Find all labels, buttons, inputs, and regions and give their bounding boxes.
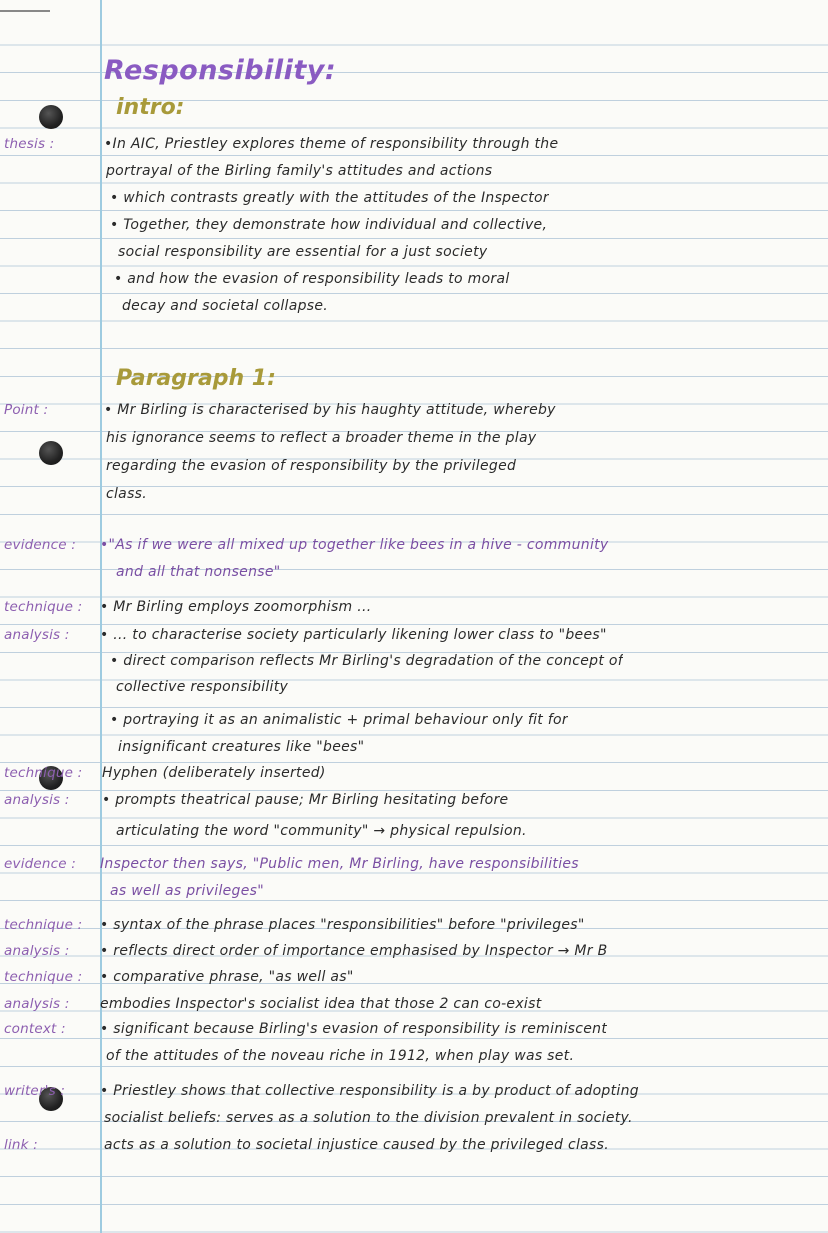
note-line [0,483,828,510]
line-label: analysis : [4,627,70,643]
note-line [0,1045,828,1072]
note-line [0,709,828,736]
line-text: • Priestley shows that collective responsibility is a by product of adopting [100,1083,639,1099]
punch-hole-icon [39,105,63,129]
note-line [0,1134,828,1161]
line-label: analysis : [4,943,70,959]
note-line [0,650,828,677]
note-line [0,455,828,482]
line-text: • Mr Birling employs zoomorphism ... [100,599,372,615]
note-line [0,966,828,993]
note-line [0,214,828,241]
line-text: • and how the evasion of responsibility leads to moral [114,271,510,287]
note-line [0,940,828,967]
line-label: thesis : [4,136,55,152]
line-label: technique : [4,969,83,985]
note-line [0,914,828,941]
note-line [0,880,828,907]
line-text: • portraying it as an animalistic + primal behaviour only fit for [110,712,568,728]
line-text: insignificant creatures like "bees" [118,739,365,755]
line-text: Inspector then says, "Public men, Mr Birling, have responsibilities [100,856,579,872]
note-line [0,853,828,880]
line-text: •"As if we were all mixed up together like bees in a hive - community [100,537,609,553]
note-line [0,676,828,703]
intro-heading: intro: [116,95,185,120]
note-line [0,820,828,847]
line-text: regarding the evasion of responsibility by the privileged [106,458,517,474]
line-label: technique : [4,599,83,615]
line-text: • prompts theatrical pause; Mr Birling hesitating before [102,792,509,808]
line-label: technique : [4,765,83,781]
line-text: decay and societal collapse. [122,298,329,314]
note-line [0,160,828,187]
line-label: analysis : [4,792,70,808]
top-mark [0,10,50,12]
line-label: evidence : [4,856,77,872]
line-label: link : [4,1137,38,1153]
line-text: socialist beliefs: serves as a solution to the division prevalent in society. [104,1110,633,1126]
line-text: •In AIC, Priestley explores theme of responsibility through the [104,136,559,152]
line-text: social responsibility are essential for a just society [118,244,488,260]
note-line [0,561,828,588]
page-title: Responsibility: [104,55,337,86]
line-text: articulating the word "community" → physical repulsion. [116,823,527,839]
note-line [0,399,828,426]
line-text: and all that nonsense" [116,564,281,580]
line-text: • direct comparison reflects Mr Birling's degradation of the concept of [110,653,623,669]
line-label: context : [4,1021,66,1037]
line-label: writer's : [4,1083,66,1099]
note-line [0,596,828,623]
line-text: • syntax of the phrase places "responsibilities" before "privileges" [100,917,585,933]
note-line [0,736,828,763]
line-label: evidence : [4,537,77,553]
note-line [0,187,828,214]
line-text: his ignorance seems to reflect a broader theme in the play [106,430,537,446]
line-label: analysis : [4,996,70,1012]
note-line [0,1018,828,1045]
note-line [0,789,828,816]
line-text: portrayal of the Birling family's attitudes and actions [106,163,493,179]
line-text: • which contrasts greatly with the attitudes of the Inspector [110,190,549,206]
line-text: collective responsibility [116,679,289,695]
line-text: • comparative phrase, "as well as" [100,969,354,985]
note-line [0,624,828,651]
note-line [0,268,828,295]
line-text: of the attitudes of the noveau riche in 1912, when play was set. [106,1048,575,1064]
note-line [0,133,828,160]
line-text: • ... to characterise society particularly likening lower class to "bees" [100,627,607,643]
note-line [0,427,828,454]
line-label: technique : [4,917,83,933]
note-line [0,534,828,561]
line-text: embodies Inspector's socialist idea that those 2 can co-exist [100,996,542,1012]
line-text: class. [106,486,148,502]
note-line [0,1080,828,1107]
note-line [0,993,828,1020]
line-text: • significant because Birling's evasion of responsibility is reminiscent [100,1021,608,1037]
line-text: acts as a solution to societal injustice caused by the privileged class. [104,1137,609,1153]
line-text: • reflects direct order of importance emphasised by Inspector → Mr B [100,943,608,959]
note-line [0,762,828,789]
line-text: • Mr Birling is characterised by his haughty attitude, whereby [104,402,556,418]
paragraph-heading: Paragraph 1: [116,366,276,391]
line-text: as well as privileges" [110,883,264,899]
note-line [0,241,828,268]
line-label: Point : [4,402,49,418]
note-line [0,295,828,322]
line-text: Hyphen (deliberately inserted) [102,765,326,781]
line-text: • Together, they demonstrate how individual and collective, [110,217,548,233]
note-line [0,1107,828,1134]
